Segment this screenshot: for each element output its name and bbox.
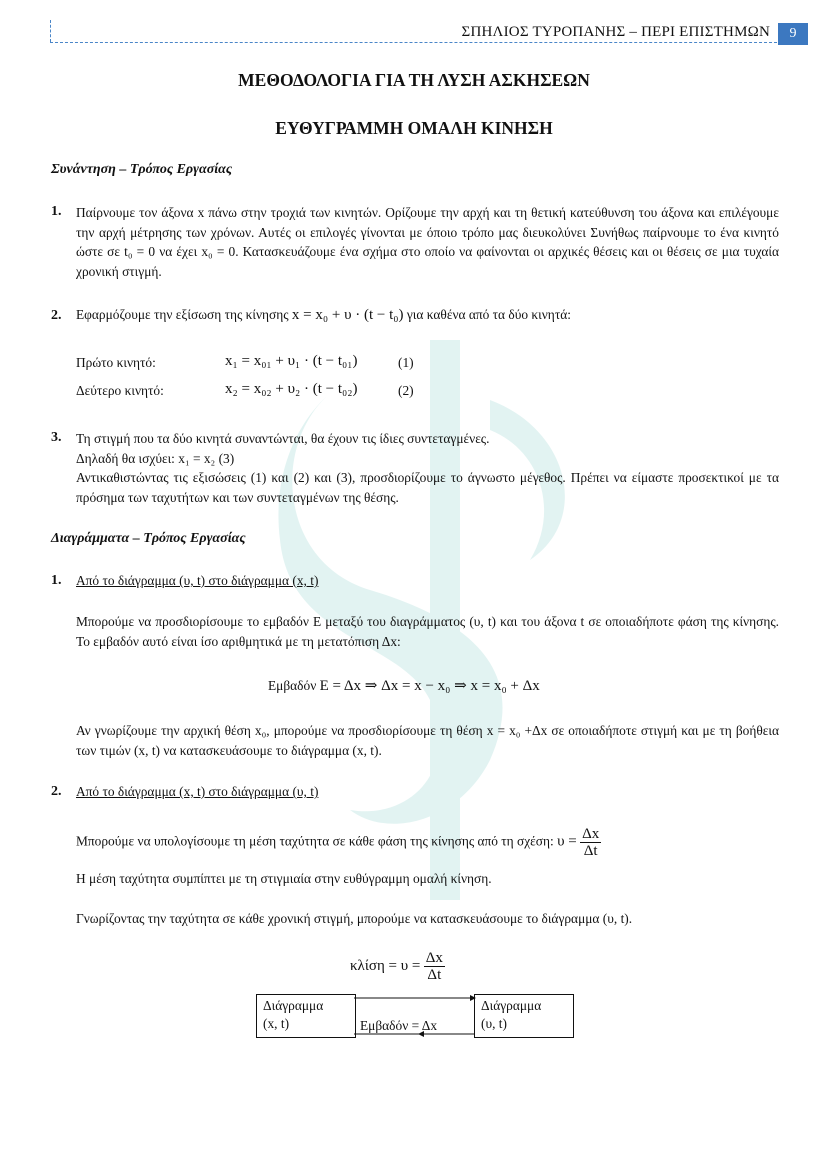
equation-ref-1: (1) (398, 355, 414, 370)
slope-text: κλίση = υ = (350, 958, 421, 974)
denominator: Δt (583, 843, 598, 859)
running-title: ΣΠΗΛΙΟΣ ΤΥΡΟΠΑΝΗΣ – ΠΕΡΙ ΕΠΙΣΤΗΜΩΝ (461, 24, 770, 40)
paragraph: Αν γνωρίζουμε την αρχική θέση x₀, μπορούμε να προσδιορίσουμε τη θέση x = x₀ +Δx σε οποιαδήποτε στιγμή και με τη βοήθεια των τιμών (x, t) να κατασκευάσουμε το διάγραμμα (x, t). (76, 723, 779, 758)
diagram-box-xt (256, 994, 356, 1038)
box-label: (x, t) (263, 1016, 290, 1031)
paragraph: Γνωρίζοντας την ταχύτητα σε κάθε χρονική στιγμή, μπορούμε να κατασκευάσουμε το διάγραμμα (υ, t). (76, 911, 633, 926)
subsection-title: Από το διάγραμμα (υ, t) στο διάγραμμα (x, t) (76, 573, 319, 588)
equation-line (76, 305, 779, 326)
subsection-title: Από το διάγραμμα (x, t) στο διάγραμμα (υ, t) (76, 784, 319, 799)
item-number: 2. (51, 308, 62, 323)
paragraph (76, 429, 779, 507)
numerator: Δx (425, 950, 443, 966)
sub-title: ΕΥΘΥΓΡΑΜΜΗ ΟΜΑΛΗ ΚΙΝΗΣΗ (275, 118, 553, 138)
numerator: Δx (582, 826, 600, 842)
text-line: Δηλαδή θα ισχύει: x₁ = x₂ (3) (76, 450, 235, 466)
page-number: 9 (778, 23, 808, 45)
box-label: (υ, t) (481, 1016, 507, 1031)
second-body-equation: x₂ = x₀₂ + υ₂ · (t − t₀₂) (225, 381, 358, 397)
denominator: Δt (427, 967, 442, 983)
text: για καθένα από τα δύο κινητά: (406, 307, 571, 322)
header-border (50, 42, 777, 43)
paragraph: Η μέση ταχύτητα συμπίπτει με τη στιγμιαία στην ευθύγραμμη ομαλή κίνηση. (76, 871, 492, 886)
item-number: 1. (51, 573, 62, 588)
equation-ref-2: (2) (398, 383, 414, 398)
velocity-line (76, 826, 776, 859)
paragraph: Παίρνουμε τον άξονα x πάνω στην τροχιά των κινητών. Ορίζουμε την αρχή και τη θετική κατεύθυνση του άξονα και επιλέγουμε την αρχή μέτρησης των χρόνων. Αυτές οι επιλογές γίνονται με όποιο τρόπο μας διευκολύνει Συνήθως παίρνουμε το ένα κινητό ώστε σε t₀ = 0 να έχει x₀ = 0. Κατασκευάζουμε ένα σχήμα στο οποίο να φαίνονται οι αρχικές θέσεις και οι θέσεις σε μια τυχαία χρονική στιγμή. (76, 205, 779, 279)
motion-equation: x = x₀ + υ · (t − t₀) (291, 307, 404, 323)
item-number: 3. (51, 430, 62, 445)
box-label: Διάγραμμα (481, 998, 542, 1013)
section-heading-diagrams: Διαγράμματα – Τρόπος Εργασίας (51, 531, 246, 546)
equation: Ε = Δx ⇒ Δx = x − x₀ ⇒ x = x₀ + Δx (319, 678, 540, 694)
section-heading-meeting: Συνάντηση – Τρόπος Εργασίας (51, 162, 233, 177)
area-equation (268, 676, 540, 695)
area-label: Εμβαδόν = Δx (360, 1018, 438, 1033)
paragraph: Μπορούμε να προσδιορίσουμε το εμβαδόν Ε μεταξύ του διαγράμματος (υ, t) και του άξονα t σε οποιαδήποτε φάση της κίνησης. Το εμβαδόν αυτό είναι ίσο αριθμητικά με τη μετατόπιση Δx: (76, 614, 779, 649)
slope-label (350, 950, 445, 983)
text: Μπορούμε να υπολογίσουμε τη μέση ταχύτητα σε κάθε φάση της κίνησης από τη σχέση: (76, 833, 554, 849)
item-number: 2. (51, 784, 62, 799)
text-line: Αντικαθιστώντας τις εξισώσεις (1) και (2) και (3), προσδιορίζουμε το άγνωστο μέγεθος. Πρέπει να είμαστε προσεκτικοί με τα πρόσημα των ταχυτήτων και των συντεταγμένων της θέσης. (76, 470, 779, 505)
text: Εμβαδόν (268, 678, 317, 693)
main-title: ΜΕΘΟΔΟΛΟΓΙΑ ΓΙΑ ΤΗ ΛΥΣΗ ΑΣΚΗΣΕΩΝ (238, 70, 590, 90)
arrow-right-icon (470, 995, 476, 1001)
first-body-label: Πρώτο κινητό: (76, 355, 156, 370)
slope-fraction (424, 950, 445, 983)
diagram-box-vt (474, 994, 574, 1038)
text: Εφαρμόζουμε την εξίσωση της κίνησης (76, 307, 289, 322)
box-label: Διάγραμμα (263, 998, 324, 1013)
first-body-equation: x₁ = x₀₁ + υ₁ · (t − t₀₁) (225, 353, 358, 369)
equation-lhs: υ = (557, 833, 577, 850)
fraction (580, 826, 601, 859)
second-body-label: Δεύτερο κινητό: (76, 383, 164, 398)
header-border-left (50, 20, 51, 42)
text-line: Τη στιγμή που τα δύο κινητά συναντώνται, θα έχουν τις ίδιες συντεταγμένες. (76, 431, 490, 446)
item-number: 1. (51, 204, 62, 219)
